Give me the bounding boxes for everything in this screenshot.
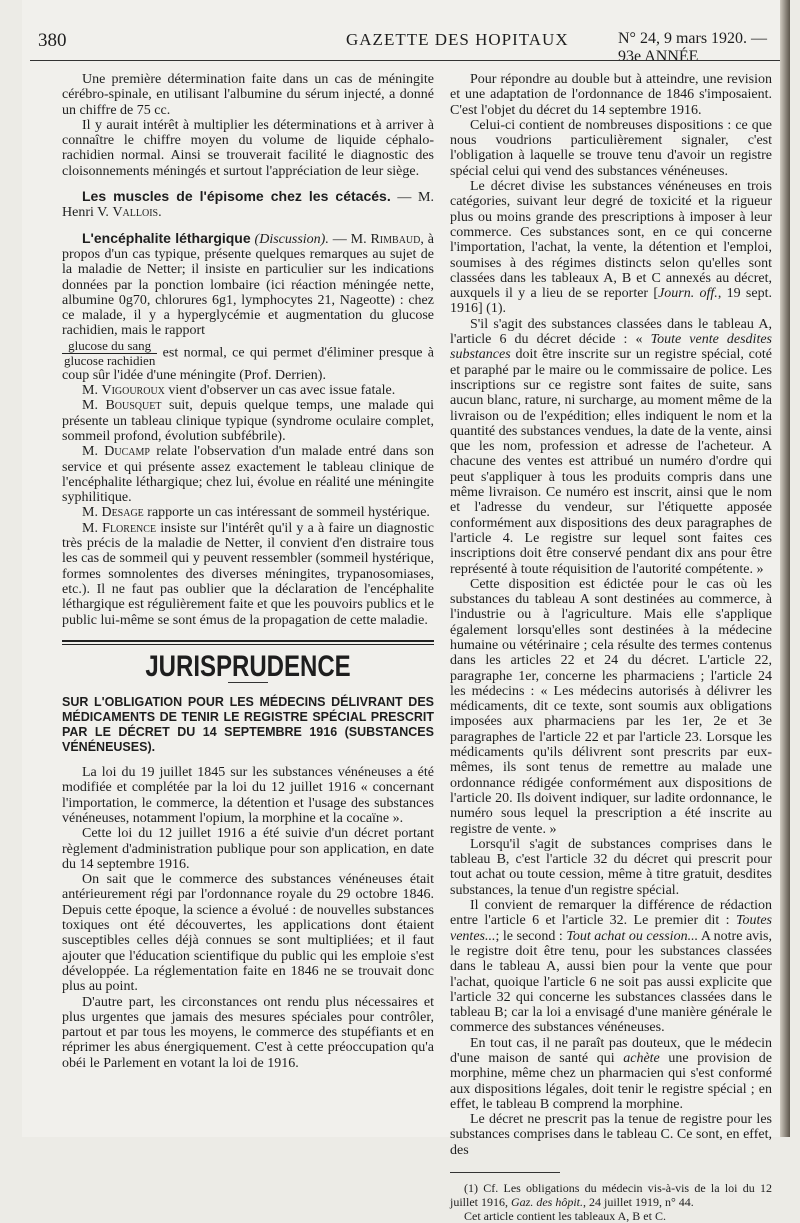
text-span: une provision de morphine, même chez un pharmacien qui s'est conformé aux dispositions légales, doit tenir le registre spécial ; en effet, le tableau B comprend la morphine. (450, 1051, 772, 1112)
text-span: S'il s'agit des substances classées dans le tableau A, l'article 6 du décret décide : « (450, 316, 772, 348)
text-span: M. (82, 520, 103, 536)
text-span: M. (82, 444, 105, 460)
encephalite-title: L'encéphalite léthargique (82, 229, 251, 246)
page-number: 380 (38, 30, 67, 51)
paragraph: Il y aurait intérêt à multiplier les déterminations et à arriver à connaître le chiffre moyen du volume de liquide céphalo-rachidien normal. Ainsi se trouverait facilité le diagnostic des cloisonnements méningés et surtout l'appréciation de leur siège. (62, 117, 434, 179)
author-name: Florence (102, 520, 157, 536)
text-span: est normal, ce qui permet d'éliminer presque à coup sûr l'idée d'une méningite (Prof. Derrien). (62, 345, 434, 383)
author-name: Bousquet (105, 398, 162, 414)
text-span: Le décret divise les substances vénéneuses en trois catégories, suivant leur degré de toxicité et la rigueur plus ou moins grande des prescriptions à imposer à leur commerce. Ces substances sont, en ce qui concerne l'importation, l'achat, la vente, la détention et l'emploi, soumises à des régimes distincts selon qu'elles sont classées dans les tableaux A, B et C annexés au décret, auxquels il y a lieu de se reporter [ (450, 179, 772, 302)
paragraph: Celui-ci contient de nombreuses dispositions : ce que nous voudrions particulièrement signaler, c'est l'obligation à laquelle se trouve tenu d'avoir un registre spécial celui qui vend des substances vénéneuses. (450, 117, 772, 179)
paragraph: On sait que le commerce des substances vénéneuses était antérieurement régi par l'ordonnance royale du 29 octobre 1846. Depuis cette époque, la science a évolué : de nouvelles substances toxiques ont été découvertes, les applications dont étaient susceptibles celles déjà connues se sont multipliées; et il faut ajouter que l'éducation scientifique du public qui les emploie s'est développée. La réglementation faite en 1846 ne se trouvait donc plus au point. (62, 872, 434, 995)
paragraph (62, 398, 434, 444)
quote-italic: achète (623, 1051, 660, 1066)
page-header (22, 14, 790, 64)
text-span: , 19 sept. 1916] (1). (450, 286, 772, 317)
paragraph (450, 1036, 772, 1112)
quote-italic: Tout achat ou cession... (566, 928, 699, 944)
header-rule (30, 60, 782, 61)
author-name: Desage (101, 505, 144, 521)
right-column (450, 72, 772, 1223)
fraction-denominator: glucose rachidien (64, 352, 156, 368)
paragraph (450, 179, 772, 317)
left-column (62, 72, 434, 1071)
text-span: relate l'observation d'un malade entré dans son service et qui présente assez exactement le tableau clinique de l'encéphalite léthargique; chez lui, évolue en réalité une méningite syphilitique. (62, 444, 434, 506)
journal-reference: Journ. off. (658, 286, 718, 302)
paragraph (62, 383, 434, 398)
paragraph: Cette disposition est édictée pour le cas où les substances du tableau A sont destinées au commerce, à l'industrie ou à l'agriculture. Mais elle s'applique également lorsqu'elles sont destinées à la médecine humaine ou vétérinaire ; cela résulte des termes contenus dans les articles 22 et 24 du décret. L'article 22, paragraphe 1er, concerne les pharmaciens ; l'article 24 les médecins : « Les médecins autorisés à délivrer les médicaments, dit ce texte, sont soumis aux obligations imposées aux pharmaciens par les 1er, 2e et 3e paragraphes de l'article 22 et par l'article 23. Lorsque les médicaments qu'ils délivrent sont prescrits par eux-mêmes, ils sont tenus de remettre au malade une ordonnance rédigée conformément aux dispositions de l'article 20. Ils doivent indiquer, sur ladite ordonnance, le numéro sous lequel la prescription a été inscrite au registre de vente. » (450, 576, 772, 837)
article-subhead: SUR L'OBLIGATION POUR LES MÉDECINS DÉLIVRANT DES MÉDICAMENTS DE TENIR LE REGISTRE SPÉCIAL PRESCRIT PAR LE DÉCRET DU 14 SEPTEMBRE 1916 (SUBSTANCES VÉNÉNEUSES). (62, 695, 434, 755)
paragraph: Cette loi du 12 juillet 1916 a été suivie d'un décret portant règlement d'administration publique pour son application, en date du 14 septembre 1916. (62, 826, 434, 872)
issue-info: N° 24, 9 mars 1920. — 93e ANNÉE (618, 30, 768, 65)
text-span: rapporte un cas intéressant de sommeil hystérique. (143, 505, 430, 521)
journal-reference: Gaz. des hôpit. (511, 1195, 583, 1210)
muscles-title: Les muscles de l'épisome chez les cétacés. (82, 188, 391, 205)
footnote-rule (450, 1172, 560, 1173)
text-span: vient d'observer un cas avec issue fatale. (164, 383, 396, 399)
text-span: M. (82, 505, 102, 521)
text-span: à propos d'un cas typique, présente quelques remarques au sujet de la maladie de Netter; il insiste en particulier sur les indications données par la ponction lombaire (ici réaction méningée nette, albumine 0g70, chlorures 6g1, lymphocytes 21, Nageotte) : chez ce malade, il y a hyperglycémie et augmentation du glucose rachidien, mais le rapport (62, 231, 434, 339)
newspaper-page (22, 0, 790, 1223)
footnote: Cet article contient les tableaux A, B et C. (464, 1209, 666, 1223)
author-name: Vallois. (112, 205, 162, 221)
page-binding-edge (780, 0, 790, 1137)
text-span: doit être inscrite sur un registre spécial, coté et paraphé par le maire ou le commissaire de police. Les inscriptions sur ce registre sont faites de suite, sans aucun blanc, rature, ni surcharge, au moment même de la livraison ou de l'expédition; elles indiquent le nom et la quantité des substances vendues, la date de la vente, ainsi que les nom, profession et adresse de l'acheteur. A chacune des ventes est attribué un numéro d'ordre qui peut s'appliquer à tous les produits compris dans une même livraison. Ce numéro est inscrit, ainsi que le nom et l'adresse du vendeur, sur l'étiquette apposée conformément aux dispositions des deux paragraphes de l'article 4. Le registre sur lequel sont faites ces inscriptions doit être conservé pendant dix ans pour être représenté à toute réquisition de l'autorité compétente. » (450, 347, 772, 577)
paragraph: Lorsqu'il s'agit de substances comprises dans le tableau B, c'est l'article 32 du décret qui prescrit pour tout achat ou toute cession, même à titre gratuit, desdites substances, la tenue d'un registre spécial. (450, 836, 772, 898)
text-span: (1) Cf. Les obligations du médecin vis-à-vis de la loi du 12 juillet 1916, (450, 1181, 772, 1210)
paragraph: Le décret ne prescrit pas la tenue de registre pour les substances comprises dans le tableau C. Ce sont, en effet, des (450, 1112, 772, 1158)
section-title: JURISPRUDENCE (145, 649, 351, 684)
author-name: Ducamp (104, 444, 150, 460)
text-span: — M. (328, 231, 371, 247)
text-span: M. (82, 383, 102, 399)
paragraph: D'autre part, les circonstances ont rendu plus nécessaires et plus urgentes que jamais des mesures spéciales pour contrôler, partout et par tous les moyens, le commerce des stupéfiants et en réprimer les abus énergiquement. C'est à cette préoccupation qu'a obéi le Parlement en votant la loi de 1916. (62, 994, 434, 1071)
discussion-label: (Discussion). (250, 231, 329, 247)
text-span: suit, depuis quelque temps, une malade qui présente un tableau clinique typique (syndrome oculaire complet, sommeil profond, évolution subfébrile). (62, 398, 435, 444)
paragraph: Pour répondre au double but à atteindre, une revision et une adaptation de l'ordonnance de 1846 s'imposaient. C'est l'objet du décret du 14 septembre 1916. (450, 72, 772, 118)
text-span: Il convient de remarquer la différence de rédaction entre l'article 6 et l'article 32. Le premier dit : (450, 898, 772, 929)
paragraph (62, 505, 434, 520)
quote-italic: Toutes ventes... (450, 913, 772, 944)
text-span: — M. Henri V. (62, 190, 434, 221)
glucose-ratio (62, 339, 157, 368)
text-span: M. (82, 398, 106, 414)
encephalite-paragraph (62, 231, 434, 339)
fraction-paragraph (62, 339, 434, 383)
muscles-paragraph (62, 189, 434, 221)
text-span: En tout cas, il ne paraît pas douteux, que le médecin d'une maison de santé qui (450, 1035, 772, 1066)
text-span: A notre avis, le registre doit être tenu, pour les substances classées dans le tableau A, aussi bien pour la vente que pour l'achat, quoique l'article 6 ne soit pas aussi explicite que l'article 32 qui concerne les substances classées dans le tableau B; car la loi a envisagé d'une manière générale le commerce des substances vénéneuses. (450, 928, 773, 1036)
author-name: Rimbaud, (370, 231, 424, 247)
text-span: insiste sur l'intérêt qu'il y a à faire un diagnostic très précis de la maladie de Netter, il convient d'en distraire tous les cas de sommeil qui y peuvent ressembler (sommeil hystérique, formes somnolentes des diverses méningites, trypanosomiases, etc.). Il ne faut pas oublier que la déclaration de l'encéphalite léthargique est régulièrement faite et que les pouvoirs publics et le public lui-même se sont émus de la propagation de cette maladie. (62, 520, 434, 628)
paragraph (62, 521, 434, 628)
journal-title: GAZETTE DES HOPITAUX (346, 30, 569, 49)
paragraph (62, 444, 434, 505)
fraction-numerator: glucose du sang (62, 339, 157, 354)
paragraph (450, 898, 772, 1036)
quote-italic: Toute vente desdites substances (450, 332, 772, 363)
text-span: ; le second : (495, 928, 567, 944)
author-name: Vigouroux (101, 383, 165, 399)
footnote (450, 1181, 772, 1209)
section-divider (62, 640, 434, 645)
paragraph: La loi du 19 juillet 1845 sur les substances vénéneuses a été modifiée et complétée par la loi du 12 juillet 1916 « concernant l'importation, le commerce, la détention et l'usage des substances vénéneuses, notamment l'opium, la morphine et la cocaïne ». (62, 765, 434, 826)
paragraph (450, 317, 772, 577)
text-span: , 24 juillet 1919, n° 44. (583, 1195, 694, 1210)
paragraph: Une première détermination faite dans un cas de méningite cérébro-spinale, en utilisant l'albumine du sérum injecté, a donné un chiffre de 75 cc. (62, 72, 434, 118)
